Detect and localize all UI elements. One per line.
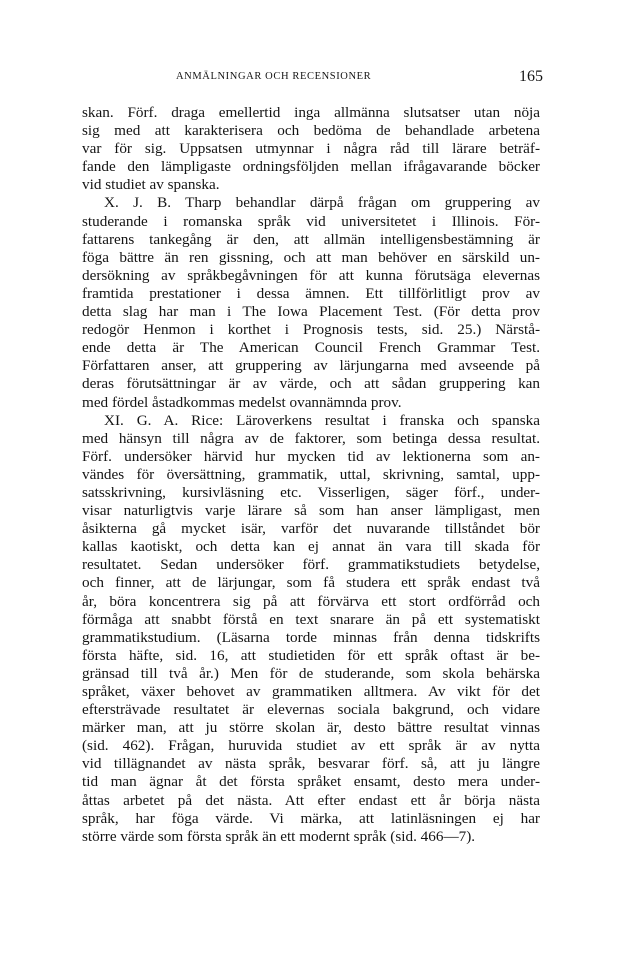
paragraph-start-line: X. J. B. Tharp behandlar därpå frågan om gruppering av — [104, 194, 540, 212]
text-line: sig med att karakterisera och bedöma de behandlade arbetena — [82, 122, 540, 140]
text-line: ende detta är The American Council French Grammar Test. — [82, 339, 540, 357]
text-line: första häfte, sid. 16, att studietiden för ett språk oftast är be- — [82, 646, 540, 664]
text-line: åsikterna gå mycket isär, varför det nuvarande tillståndet bör — [82, 520, 540, 538]
text-line: språket, växer behovet av grammatiken alltmera. Av vikt för det — [82, 683, 540, 700]
text-line: vid tillägnandet av nästa språk, besvarar förf. så, att ju längre — [82, 755, 540, 773]
paragraph-start-line: XI. G. A. Rice: Läroverkens resultat i franska och spanska — [104, 411, 540, 429]
text-line: satsskrivning, kursivläsning etc. Visserligen, säger förf., under- — [82, 483, 540, 501]
running-title: ANMÄLNINGAR OCH RECENSIONER — [176, 71, 372, 82]
text-line: studerande i romanska språk vid universitetet i Illinois. För- — [82, 212, 540, 230]
text-line: och finner, att de lärjungar, som få studera ett språk endast två — [82, 574, 540, 592]
body-text — [82, 104, 540, 846]
text-line: större värde som första språk än ett modernt språk (sid. 466—7). — [82, 827, 476, 845]
text-line: dersökning av språkbegåvningen för att kunna förutsäga elevernas — [82, 266, 540, 284]
page-number: 165 — [519, 68, 543, 85]
text-line: resultatet. Sedan undersöker förf. grammatikstudiets betydelse, — [82, 556, 540, 574]
text-line: kallas kaotiskt, och detta kan ej annat än vara till skada för — [82, 538, 540, 556]
text-line: redogör Henmon i korthet i Prognosis tests, sid. 25.) Närstå- — [82, 321, 540, 339]
text-line: med fördel åstadkommas medelst ovannämnda prov. — [82, 393, 402, 411]
text-line: visar naturligtvis varje lärare så som han anser lämpligast, men — [82, 502, 540, 520]
text-line: vändes för översättning, grammatik, uttal, skrivning, samtal, upp- — [82, 465, 540, 483]
text-line: var för sig. Uppsatsen utmynnar i några råd till lärare beträf- — [82, 140, 540, 158]
text-line: deras förutsättningar är av värde, och att sådan gruppering kan — [82, 375, 540, 393]
text-line: skan. Förf. draga emellertid inga allmänna slutsatser utan nöja — [82, 104, 540, 121]
text-line: eftersträvade resultatet är elevernas sociala bakgrund, och vidare — [82, 701, 540, 719]
text-line: åttas arbetet på det nästa. Att efter endast ett år börja nästa — [82, 791, 540, 809]
text-line: framtida prestationer i dessa ämnen. Ett tillförlitligt prov av — [82, 284, 540, 302]
text-line: märker man, att ju större skolan är, desto bättre resultat vinnas — [82, 719, 540, 737]
text-line: vid studiet av spanska. — [82, 176, 220, 194]
text-line: språk, har föga värde. Vi märka, att latinläsningen ej har — [82, 809, 540, 827]
text-line: föga bättre än ren gissning, och att man behöver en särskild un- — [82, 248, 540, 266]
text-line: grammatikstudium. (Läsarna torde minnas från denna tidskrifts — [82, 628, 540, 646]
text-line: fande den lämpligaste ordningsföljden mellan ifrågavarande böcker — [82, 158, 540, 176]
text-line: gränsad till två år.) Men för de studerande, som skola behärska — [82, 664, 540, 682]
text-line: (sid. 462). Frågan, huruvida studiet av ett språk är av nytta — [82, 737, 540, 755]
text-line: Författaren anser, att gruppering av lärjungarna med avseende på — [82, 357, 540, 375]
text-line: detta slag har man i The Iowa Placement Test. (För detta prov — [82, 303, 540, 321]
text-line: förmåga att snabbt förstå en text snarare än på ett systematiskt — [82, 610, 540, 628]
running-header — [0, 68, 640, 91]
text-line: Förf. undersöker härvid hur mycken tid av lektionerna som an- — [82, 447, 540, 465]
text-line: med hänsyn till några av de faktorer, som betinga dessa resultat. — [82, 429, 540, 447]
text-line: år, böra koncentrera sig på att förvärva ett stort ordförråd och — [82, 592, 540, 610]
text-line: tid man ägnar åt det första språket ensamt, desto mera under- — [82, 773, 540, 791]
text-line: fattarens tankegång är den, att allmän intelligensbestämning är — [82, 230, 540, 248]
